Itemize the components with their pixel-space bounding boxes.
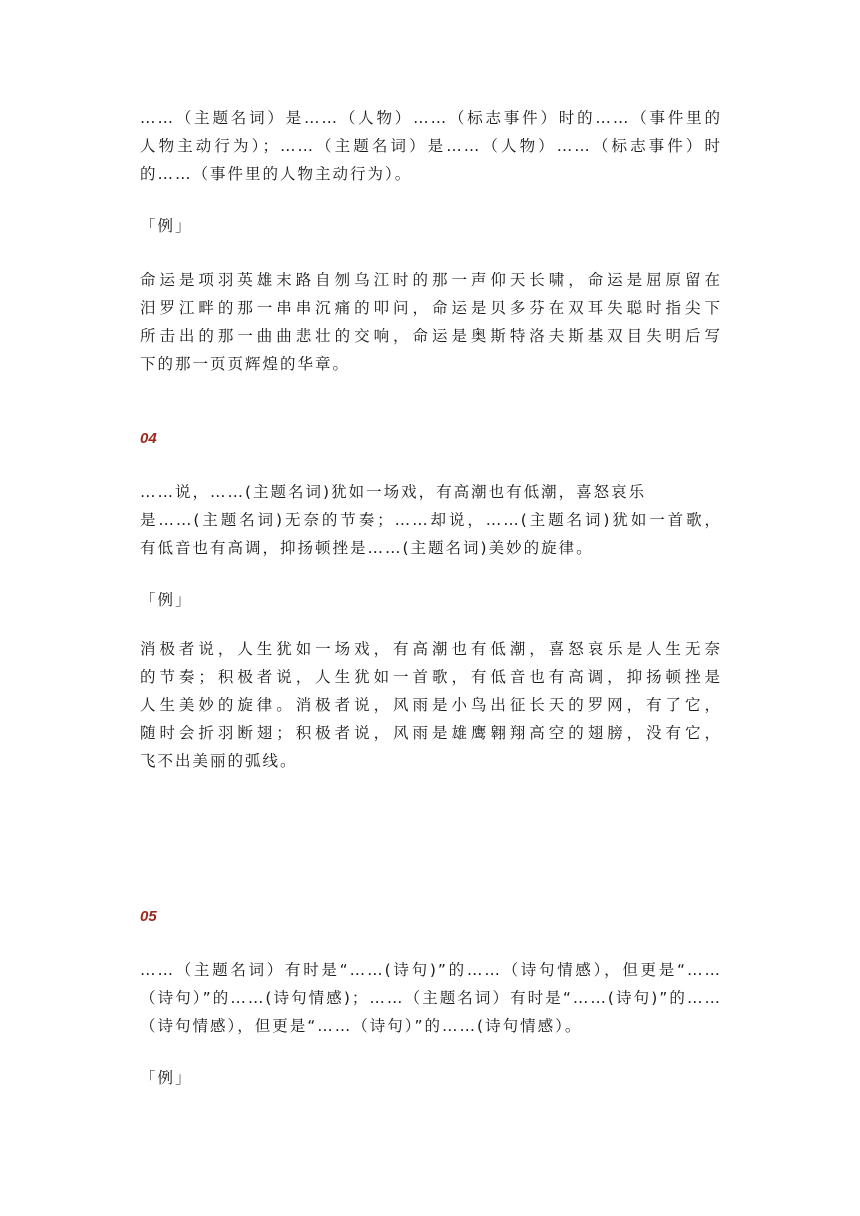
section-number: 04 [140, 430, 157, 447]
text-line: 下的那一页页辉煌的华章。 [140, 355, 351, 373]
example-label: 「例」 [140, 591, 193, 609]
text-line: 随时会折羽断翅；积极者说，风雨是雄鹰翱翔高空的翅膀，没有它， [140, 724, 722, 742]
example-label: 「例」 [140, 1069, 193, 1087]
text-line: （诗句）”的……(诗句情感)；……（主题名词）有时是“……(诗句)”的…… [140, 989, 722, 1007]
text-line: ……说，……(主题名词)犹如一场戏，有高潮也有低潮，喜怒哀乐 [140, 483, 647, 501]
text-line: 汨罗江畔的那一串串沉痛的叩问，命运是贝多芬在双耳失聪时指尖下 [140, 299, 722, 317]
text-line: 是……(主题名词)无奈的节奏；……却说，……(主题名词)犹如一首歌， [140, 511, 722, 529]
example-label: 「例」 [140, 217, 193, 235]
text-line: 人物主动行为）；……（主题名词）是……（人物）……（标志事件）时 [140, 137, 722, 155]
section-number: 05 [140, 908, 157, 925]
pattern-paragraph [140, 478, 722, 562]
text-line: 有低音也有高调，抑扬顿挫是……(主题名词)美妙的旋律。 [140, 539, 594, 557]
text-line: 的……（事件里的人物主动行为）。 [140, 165, 413, 183]
pattern-paragraph [140, 956, 722, 1040]
text-line: ……（主题名词）是……（人物）……（标志事件）时的……（事件里的 [140, 109, 722, 127]
text-line: 消极者说，人生犹如一场戏，有高潮也有低潮，喜怒哀乐是人生无奈 [140, 640, 722, 658]
example-paragraph [140, 635, 722, 775]
text-line: 的节奏；积极者说，人生犹如一首歌，有低音也有高调，抑扬顿挫是 [140, 668, 722, 686]
text-line: 命运是项羽英雄末路自刎乌江时的那一声仰天长啸，命运是屈原留在 [140, 271, 722, 289]
text-line: ……（主题名词）有时是“……(诗句)”的……（诗句情感），但更是“…… [140, 961, 722, 979]
pattern-paragraph [140, 104, 722, 188]
text-line: 飞不出美丽的弧线。 [140, 752, 298, 770]
text-line: 人生美妙的旋律。消极者说，风雨是小鸟出征长天的罗网，有了它， [140, 696, 722, 714]
text-line: 所击出的那一曲曲悲壮的交响，命运是奥斯特洛夫斯基双目失明后写 [140, 327, 722, 345]
text-line: （诗句情感），但更是“……（诗句）”的……(诗句情感）。 [140, 1017, 583, 1035]
example-paragraph [140, 266, 722, 378]
